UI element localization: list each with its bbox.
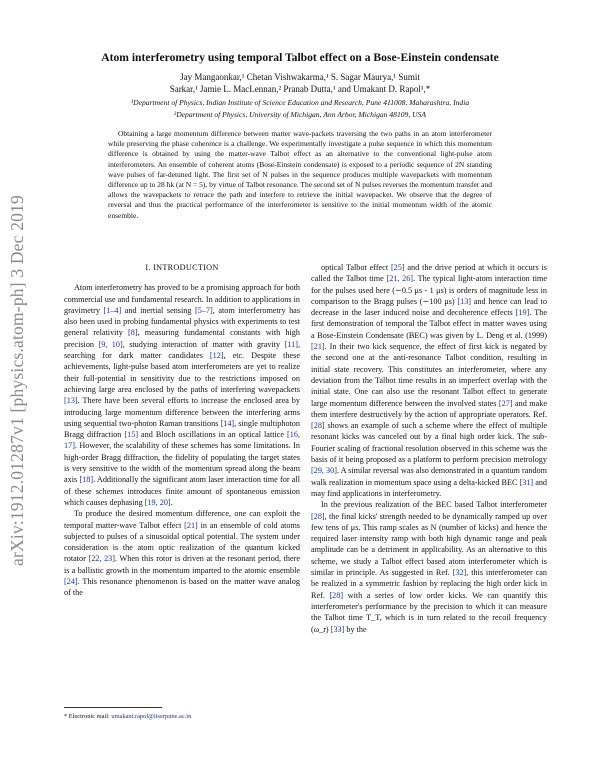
text-run: , studying interaction of matter with gravity — [122, 339, 285, 349]
text-run: and inertial sensing — [121, 305, 195, 315]
email-link[interactable]: umakant.rapol@iiserpune.ac.in — [111, 713, 192, 720]
citation-link[interactable]: [28] — [311, 511, 325, 521]
citation-link[interactable]: [19, 20] — [144, 497, 171, 507]
citation-link[interactable]: [25] — [390, 263, 405, 272]
authors-line: Jay Mangaonkar,¹ Chetan Vishwakarma,¹ S. Sagar Maurya,¹ Sumit — [180, 72, 420, 82]
text-run: , measuring fundamental constants with high precision — [64, 328, 300, 349]
text-run: . In their two kick sequence, the effect of first kick is negated by the second one at the anti-resonance Talbot condition, resulting in initial state recovery. This constitutes an interferometer, where any deviation from the Talbot time results in an imperfect overlap with the initial state. One can also use the resonant Talbot effect to generate large momentum difference between the involved states — [311, 342, 547, 408]
affiliation: ¹Department of Physics, Indian Institute of Science Education and Research, Pune 411008, Maharashtra, India — [130, 98, 470, 107]
affiliations — [55, 97, 545, 121]
text-run: and hence can lead to decrease in the laser induced noise and decoherence effects — [311, 296, 548, 318]
text-run: optical Talbot effect — [321, 263, 391, 272]
text-run: by the — [344, 624, 367, 634]
left-column-body — [64, 282, 300, 598]
text-run: To produce the desired momentum difference, one can exploit the temporal matter-wave Talbot effect — [64, 509, 300, 530]
text-run: in an ensemble of cold atoms subjected to pulses of a sinusoidal optical potential. The system under consideration is the atom optic realization of the quantum kicked rotator — [64, 520, 300, 564]
text-run: , this interferometer can be realized in a symmetric fashion by replacing the high order kick in Ref. — [311, 568, 547, 600]
citation-link[interactable]: [28] — [311, 421, 325, 431]
citation-link[interactable]: [31] — [519, 477, 534, 487]
citation-link[interactable]: [5–7] — [195, 305, 213, 315]
text-run: , the final kicks' strength needed to be dynamically ramped up over few tens of μs. This ramp scales as N (number of kicks) and hence the required laser intensity ramp with both high dynamic range and peak amplitude can be a detriment in applicability. As an alternative to this scheme, we study a Talbot effect based atom interferometer which is similar in principle. As suggested in Ref. — [311, 511, 547, 578]
text-run: , searching for dark matter candidates — [64, 339, 300, 361]
citation-link[interactable]: [24] — [64, 577, 78, 587]
text-run: with a series of low order kicks. We can quantify this interferometer's performance by the precision to which it can measure the Talbot time T_T, which is in turn related to the recoil frequency (ω_r) — [311, 590, 547, 634]
authors-line: Sarkar,¹ Jamie L. MacLennan,² Pranab Dutta,¹ and Umakant D. Rapol¹,* — [169, 84, 431, 95]
paragraph — [64, 282, 300, 508]
text-run: . However, the scalability of these schemes has some limitations. In high-order Bragg diffraction, the fidelity of populating the target states is very sensitive to the width of the momentum spread along the beam axis — [64, 441, 300, 485]
abstract: Obtaining a large momentum difference between matter wave-packets traversing the two paths in an atom interferometer while preserving the phase coherence is a challenge. We experimentally investigate a pulse sequence in which this momentum difference is obtained by using the matter-wave Talbot effect as an alternative to the conventional light-pulse atom interferometers. An ensemble of coherent atoms (Bose-Einstein condensate) is exposed to a periodic sequence of 2N standing wave pulses of far-detuned light. The first set of N pulses in the sequence produces multiple wavepackets with momentum difference up to 28 ħk (at N = 5), by virtue of Talbot resonance. The second set of N pulses reverses the momentum transfer and allows the wavepackets to retrace the path and interfere to retrieve the initial wavepacket. We observe that the degree of reversal and thus the practical performance of the interferometer is sensitive to the initial momentum width of the atomic ensemble. — [108, 129, 493, 220]
citation-link[interactable]: [11] — [284, 339, 298, 349]
citation-link[interactable]: [8] — [127, 328, 138, 338]
text-run: , etc. Despite these achievements, light-pulse based atom interferometers are yet to realize their full-potential in sensitivity due to the restrictions imposed on achieving large area enclosed by the paths of interfering wavepackets — [64, 351, 300, 394]
citation-link[interactable]: [13] — [64, 396, 78, 406]
paragraph — [311, 499, 547, 635]
paper-title: Atom interferometry using temporal Talbot effect on a Bose-Einstein condensate — [101, 51, 499, 64]
text-run: . The first demonstration of temporal the Talbot effect in matter waves using a Bose-Einstein Condensate (BEC) was given by L. Deng et al. (1999) — [311, 308, 547, 340]
right-column — [311, 262, 547, 635]
text-run: and Bloch oscillations in an optical lattice — [138, 430, 288, 440]
citation-link[interactable]: [29, 30] — [311, 466, 337, 476]
text-run: and the drive period at which it occurs is called the Talbot time — [311, 263, 547, 284]
text-run: , atom interferometry has also been used in probing fundamental physics with experiments to test general relativity — [64, 305, 301, 338]
arxiv-identifier-stamp — [4, 150, 30, 610]
affiliation: ²Department of Physics, University of Michigan, Ann Arbor, Michigan 48109, USA — [173, 110, 427, 119]
author-list — [95, 71, 505, 96]
citation-link[interactable]: [33] — [330, 624, 345, 634]
citation-link[interactable]: [21] — [311, 342, 325, 352]
paragraph — [64, 508, 300, 598]
text-run: . This resonance phenomenon is based on the matter wave analog of the — [64, 577, 300, 598]
section-heading: I. INTRODUCTION — [145, 263, 219, 272]
text-run: Atom interferometry has proved to be a promising approach for both commercial use and fundamental research. In addition to applications in gravimetry — [64, 283, 300, 315]
right-column-body — [311, 262, 547, 635]
text-run: . There have been several efforts to increase the enclosed area by introducing large momentum difference between the interfering arms using sequential two-photon Raman transitions — [64, 396, 300, 428]
footnote — [64, 713, 191, 720]
text-run: and may find applications in interferometry. — [311, 477, 548, 498]
paragraph — [311, 262, 547, 499]
text-run: and make them interfere destructively by the action of appropriate operators. Ref. — [311, 398, 547, 419]
text-run: . The typical light-atom interaction time for the pulses used here (∼0.5 μs - 1 μs) is orders of magnitude less in comparison to the Bragg pulses (∼100 μs) — [311, 274, 547, 306]
text-run: . — [170, 497, 173, 507]
citation-link[interactable]: [19] — [515, 308, 530, 318]
citation-link[interactable]: [12] — [209, 351, 224, 361]
text-run: In the previous realization of the BEC based Talbot interferometer — [321, 500, 547, 510]
citation-link[interactable]: [27] — [498, 398, 513, 408]
citation-link[interactable]: [28] — [329, 590, 344, 600]
citation-link[interactable]: [14] — [220, 418, 235, 428]
citation-link[interactable]: [18] — [79, 475, 94, 485]
citation-link[interactable]: [22, 23] — [88, 554, 116, 564]
citation-link[interactable]: [15] — [124, 430, 139, 440]
footnote-label: * Electronic mail: — [64, 713, 112, 720]
text-run: . A similar reversal was also demonstrated in a quantum random walk realization in momentum space using a delta-kicked BEC — [311, 466, 548, 487]
text-run: , single multiphoton Bragg diffraction — [64, 418, 300, 440]
citation-link[interactable]: [13] — [457, 296, 472, 306]
text-run: . When this rotor is driven at the resonant period, there is a ballistic growth in the momentum imparted to the atomic ensemble — [64, 554, 301, 575]
citation-link[interactable]: [1–4] — [103, 305, 122, 315]
citation-link[interactable]: [21] — [184, 520, 198, 530]
arxiv-stamp-text: arXiv:1912.01287v1 [physics.atom-ph] 3 Dec 2019 — [6, 194, 27, 566]
citation-link[interactable]: [9, 10] — [98, 339, 123, 349]
citation-link[interactable]: [21, 26] — [386, 274, 414, 284]
citation-link[interactable]: [16, 17] — [64, 430, 300, 451]
text-run: . Additionally the significant atom laser interaction time for all of these schemes introduces finite amount of spontaneous emission which causes dephasing — [64, 475, 300, 507]
citation-link[interactable]: [32] — [452, 568, 467, 578]
text-run: shows an example of such a scheme where the effect of multiple resonant kicks was canceled out by a final high order kick. The sub-Fourier scaling of fractional resolution observed in this scheme was the basis of it being proposed as a platform to perform precision metrology — [311, 421, 547, 465]
footnote-rule — [64, 707, 162, 708]
left-column — [64, 262, 300, 599]
